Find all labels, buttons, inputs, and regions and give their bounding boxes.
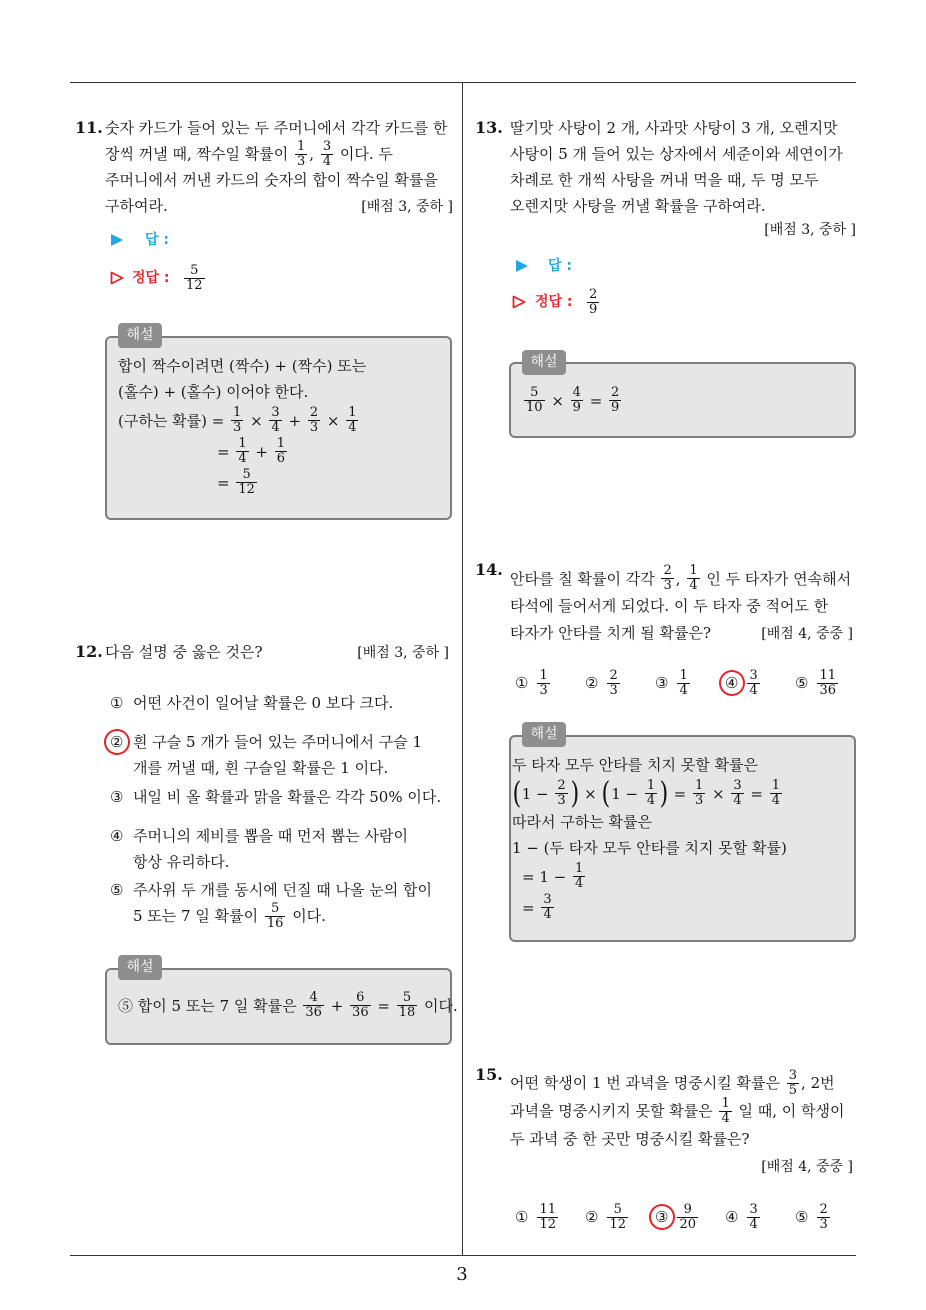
text-run: +: [283, 411, 306, 430]
choice-4[interactable]: [725, 667, 762, 699]
points-label: [배점 4, 중중 ]: [761, 625, 853, 642]
text-run: 1 − (두 타자 모두 안타를 치지 못할 확률): [512, 839, 787, 857]
text-run: =: [372, 996, 395, 1015]
fraction-denominator: 20: [679, 1216, 696, 1232]
question-text: [510, 115, 856, 219]
fraction-denominator: 3: [297, 153, 306, 169]
fraction-denominator: 4: [646, 793, 656, 808]
fraction: [541, 893, 553, 922]
correct-arrow-icon: [512, 295, 526, 309]
fraction-denominator: 3: [609, 682, 618, 698]
choice-value: [815, 669, 840, 698]
choice-2[interactable]: [585, 667, 622, 699]
points-label: [배점 3, 중하 ]: [764, 222, 856, 238]
choice-line: [133, 690, 393, 716]
fraction: [661, 564, 673, 593]
choice-1[interactable]: [515, 1201, 560, 1233]
fraction-numerator: 3: [322, 138, 332, 154]
fraction-numerator: 3: [543, 892, 552, 907]
text-run: 이다. 두: [335, 145, 393, 163]
fraction-numerator: 3: [733, 778, 742, 793]
big-parenthesis: (: [601, 775, 611, 811]
text-run: 1 −: [611, 784, 643, 803]
fraction-denominator: 4: [771, 793, 781, 808]
correct-answer-label: 정답 :: [535, 294, 573, 310]
question-line: [510, 1097, 856, 1125]
fraction: [308, 406, 320, 435]
choice-text: [133, 690, 393, 716]
question-text: [510, 1069, 856, 1153]
bottom-rule: [70, 1255, 856, 1256]
choice-number: ⑤: [795, 674, 809, 692]
text-run: 구하여라.: [105, 197, 168, 215]
fraction-numerator: 5: [190, 262, 199, 278]
text-run: , 2번: [801, 1074, 835, 1092]
fraction-denominator: 18: [398, 1005, 416, 1020]
text-run: =: [217, 473, 235, 492]
fraction-denominator: 5: [788, 1082, 798, 1098]
text-run: ×: [546, 391, 569, 410]
fraction: [295, 140, 307, 169]
fraction-numerator: 11: [539, 1201, 556, 1217]
fraction-numerator: 1: [574, 861, 584, 876]
text-run: 두 과녁 중 한 곳만 명중시킬 확률은?: [510, 1130, 750, 1148]
text-run: 타자가 안타를 치게 될 확률은?: [510, 623, 711, 642]
fraction: [184, 264, 205, 293]
question-line: [105, 138, 453, 169]
text-run: 안타를 칠 확률이 각각: [510, 569, 660, 588]
text-run: 항상 유리하다.: [133, 853, 230, 871]
answer-mark-circle: [101, 726, 133, 758]
choice-text: [133, 729, 422, 781]
question-line: [510, 592, 853, 619]
correct-answer-value: [585, 286, 601, 318]
fraction-denominator: 3: [557, 793, 566, 808]
question-line: [510, 115, 856, 141]
fraction-denominator: 4: [721, 1110, 730, 1126]
fraction-numerator: 5: [402, 990, 412, 1005]
choice-text: [133, 784, 441, 810]
text-run: (구하는 확률) =: [118, 411, 230, 430]
fraction: [346, 406, 358, 435]
fraction: [693, 779, 705, 808]
correct-answer-label: 정답 :: [132, 270, 170, 286]
fraction: [537, 669, 549, 698]
explanation-tab: 해설: [118, 323, 162, 348]
explanation-tab: 해설: [118, 955, 162, 980]
explanation-text: [118, 990, 458, 1021]
text-run: 흰 구슬 5 개가 들어 있는 주머니에서 구슬 1: [133, 733, 423, 751]
explanation-line: [512, 809, 787, 835]
text-run: ,: [675, 569, 686, 588]
explanation-line: [217, 436, 366, 467]
fraction-numerator: 2: [663, 563, 672, 578]
explanation-text: [512, 752, 787, 923]
choice-2[interactable]: [585, 1201, 630, 1233]
text-run: =: [217, 442, 235, 461]
text-run: =: [584, 391, 608, 410]
text-run: 따라서 구하는 확률은: [512, 813, 652, 831]
explanation-line: [512, 752, 787, 778]
fraction-denominator: 9: [572, 400, 581, 415]
fraction: [607, 1203, 628, 1232]
choice-value: [815, 1203, 831, 1232]
fraction-denominator: 16: [266, 915, 284, 931]
fraction: [524, 386, 545, 415]
fraction-numerator: 3: [749, 1201, 758, 1217]
text-run: 내일 비 올 확률과 맑을 확률은 각각 50% 이다.: [133, 788, 442, 806]
fraction-denominator: 3: [309, 420, 319, 435]
text-run: 다음 설명 중 옳은 것은?: [105, 643, 263, 661]
fraction-numerator: 4: [309, 990, 318, 1005]
fraction-numerator: 1: [679, 667, 688, 683]
question-number: 13.: [475, 118, 503, 137]
question-line: [510, 167, 856, 193]
fraction-numerator: 5: [613, 1201, 622, 1217]
choice-number: ②: [110, 729, 123, 755]
fraction: [677, 1203, 698, 1232]
fraction-denominator: 3: [819, 1216, 828, 1232]
fraction-denominator: 6: [276, 451, 286, 466]
question-line: [510, 1125, 856, 1153]
fraction-numerator: 1: [348, 405, 357, 420]
fraction-denominator: 36: [819, 682, 836, 698]
question-number: 15.: [475, 1065, 503, 1084]
fraction-numerator: 5: [271, 900, 280, 916]
fraction-denominator: 4: [574, 876, 584, 891]
question-text: [105, 639, 449, 665]
points-label: [배점 3, 중하 ]: [357, 645, 449, 661]
text-run: =: [668, 784, 691, 803]
text-run: ⑤ 합이 5 또는 7 일 확률은: [118, 996, 302, 1015]
choice-value: [745, 1203, 761, 1232]
choice-line: [133, 877, 432, 903]
text-run: 이다.: [419, 996, 458, 1015]
fraction: [350, 991, 371, 1020]
choice-value: [745, 669, 761, 698]
fraction: [677, 669, 689, 698]
choice-text: [133, 877, 432, 929]
question-line: [510, 141, 856, 167]
fraction: [275, 437, 287, 466]
text-run: 과녁을 명중시키지 못할 확률은: [510, 1102, 718, 1120]
choice-1[interactable]: [515, 667, 552, 699]
choice-line: [133, 784, 441, 810]
explanation-tab: 해설: [522, 350, 566, 375]
fraction: [747, 669, 759, 698]
text-run: 어떤 학생이 1 번 과녁을 명중시킬 확률은: [510, 1074, 785, 1092]
explanation-line: [118, 990, 458, 1021]
fraction-numerator: 5: [530, 385, 539, 400]
big-parenthesis: ): [659, 775, 669, 811]
fraction-numerator: 3: [749, 667, 758, 683]
fraction: [817, 1203, 829, 1232]
fraction-numerator: 9: [683, 1201, 692, 1217]
fraction: [269, 406, 281, 435]
correct-answer-value: [182, 262, 207, 294]
fraction-numerator: 1: [721, 1095, 730, 1111]
fraction: [817, 669, 838, 698]
fraction-numerator: 5: [242, 467, 251, 482]
fraction: [770, 779, 782, 808]
explanation-line: [118, 405, 366, 436]
fraction: [537, 1203, 558, 1232]
question-line: [105, 115, 453, 141]
fraction-denominator: 4: [238, 451, 247, 466]
choice-number: ②: [585, 674, 599, 692]
text-run: ×: [707, 784, 730, 803]
choice-3[interactable]: [655, 1201, 700, 1233]
text-run: ×: [579, 784, 602, 803]
text-run: 인 두 타자가 연속해서: [701, 569, 852, 588]
fraction-numerator: 2: [819, 1201, 828, 1217]
choice-value: [605, 1203, 630, 1232]
fraction-numerator: 1: [276, 436, 286, 451]
fraction: [607, 669, 619, 698]
fraction-numerator: 1: [646, 778, 656, 793]
fraction-numerator: 4: [572, 385, 581, 400]
choice-line: [133, 729, 422, 755]
question-text: [510, 565, 853, 646]
fraction-denominator: 3: [539, 682, 548, 698]
choice-number: ④: [110, 827, 124, 845]
answer-label: 답 :: [548, 258, 572, 274]
choice-number: ③: [655, 674, 669, 692]
fraction: [687, 564, 699, 593]
text-run: 사탕이 5 개 들어 있는 상자에서 세준이와 세연이가: [510, 145, 843, 163]
explanation-line: [512, 775, 787, 811]
choice-number: ⑤: [110, 881, 124, 899]
choice-number: ②: [585, 1208, 599, 1226]
question-line: [510, 565, 853, 592]
text-run: 어떤 사건이 일어날 확률은 0 보다 크다.: [133, 694, 394, 712]
choice-text: [133, 823, 408, 875]
text-run: 개를 꺼낼 때, 흰 구슬일 확률은 1 이다.: [133, 759, 389, 777]
fraction-denominator: 4: [271, 420, 280, 435]
choice-number: ⑤: [795, 1208, 809, 1226]
explanation-text: [522, 385, 623, 416]
explanation-tab: 해설: [522, 722, 566, 747]
text-run: +: [325, 996, 349, 1015]
big-parenthesis: ): [570, 775, 579, 811]
choice-5[interactable]: [795, 667, 840, 699]
answer-label: 답 :: [145, 232, 169, 248]
text-run: 합이 짝수이려면 (짝수) + (짝수) 또는: [118, 357, 367, 375]
fraction-numerator: 1: [297, 138, 306, 154]
text-run: 차례로 한 개씩 사탕을 꺼내 먹을 때, 두 명 모두: [510, 171, 819, 189]
question-line: [105, 167, 453, 193]
fraction-denominator: 4: [679, 682, 688, 698]
fraction: [731, 779, 743, 808]
fraction-numerator: 1: [238, 436, 247, 451]
fraction-denominator: 12: [238, 482, 255, 497]
fraction-denominator: 3: [233, 420, 242, 435]
fraction: [303, 991, 324, 1020]
fraction-denominator: 4: [348, 420, 357, 435]
answer-mark-circle: [716, 667, 748, 699]
fraction-denominator: 4: [322, 153, 332, 169]
text-run: = 1 −: [522, 867, 571, 886]
choice-number: ③: [110, 788, 124, 806]
explanation-line: [512, 835, 787, 861]
choice-number: ①: [110, 694, 124, 712]
fraction-numerator: 2: [611, 385, 620, 400]
page-number: 3: [456, 1264, 468, 1285]
choice-number: ④: [725, 673, 738, 693]
answer-input[interactable]: [588, 256, 788, 276]
answer-mark-circle: [646, 1201, 678, 1233]
fraction: [587, 288, 599, 317]
choice-value: [675, 1203, 700, 1232]
column-divider: [462, 82, 463, 1255]
choice-value: [535, 669, 551, 698]
explanation-line: [522, 892, 787, 923]
choice-line: [133, 849, 408, 875]
fraction: [747, 1203, 759, 1232]
text-run: =: [522, 898, 540, 917]
text-run: 이다.: [287, 907, 326, 925]
fraction-numerator: 1: [689, 563, 698, 578]
text-run: 숫자 카드가 들어 있는 두 주머니에서 각각 카드를 한: [105, 119, 448, 137]
choice-number: ③: [655, 1207, 668, 1227]
question-number: 14.: [475, 560, 503, 579]
explanation-line: [118, 353, 366, 379]
fraction: [573, 862, 585, 891]
text-run: 1 −: [521, 784, 554, 803]
fraction-denominator: 9: [589, 301, 598, 317]
text-run: ×: [322, 411, 345, 430]
explanation-line: [217, 467, 366, 498]
fraction: [231, 406, 243, 435]
choice-3[interactable]: [655, 667, 692, 699]
text-run: ×: [245, 411, 268, 430]
fraction-denominator: 3: [694, 793, 704, 808]
text-run: 주머니의 제비를 뽑을 때 먼저 뽑는 사람이: [133, 827, 408, 845]
correct-arrow-icon: [110, 271, 124, 285]
choice-line: [133, 755, 422, 781]
text-run: 타석에 들어서게 되었다. 이 두 타자 중 적어도 한: [510, 596, 829, 615]
question-line: [510, 619, 853, 646]
fraction-numerator: 1: [539, 667, 548, 683]
fraction-numerator: 6: [356, 990, 365, 1005]
fraction-denominator: 4: [543, 907, 552, 922]
fraction: [645, 779, 657, 808]
answer-arrow-icon: [110, 233, 124, 247]
choice-5[interactable]: [795, 1201, 832, 1233]
fraction: [571, 386, 583, 415]
question-line: [105, 639, 449, 665]
text-run: 주머니에서 꺼낸 카드의 숫자의 합이 짝수일 확률을: [105, 171, 438, 189]
fraction: [236, 437, 248, 466]
fraction-denominator: 12: [609, 1216, 626, 1232]
fraction-denominator: 4: [749, 1216, 758, 1232]
fraction: [321, 140, 333, 169]
explanation-line: [522, 861, 787, 892]
fraction: [609, 386, 621, 415]
points-label: [배점 3, 중하 ]: [361, 199, 453, 215]
fraction: [236, 468, 257, 497]
question-number: 11.: [75, 118, 103, 137]
choice-value: [535, 1203, 560, 1232]
fraction-numerator: 1: [771, 778, 781, 793]
fraction: [719, 1097, 731, 1126]
text-run: ,: [309, 145, 319, 163]
question-text: [105, 115, 453, 219]
fraction-numerator: 1: [233, 405, 242, 420]
fraction-denominator: 4: [733, 793, 742, 808]
fraction-numerator: 1: [694, 778, 704, 793]
fraction: [397, 991, 418, 1020]
text-run: 오렌지맛 사탕을 꺼낼 확률을 구하여라.: [510, 197, 766, 215]
fraction-denominator: 3: [663, 578, 672, 593]
text-run: 두 타자 모두 안타를 치지 못할 확률은: [512, 756, 758, 774]
points-label: [배점 4, 중중 ]: [761, 1159, 853, 1175]
answer-arrow-icon: [515, 259, 529, 273]
fraction-numerator: 2: [557, 778, 566, 793]
answer-input[interactable]: [185, 230, 385, 250]
text-run: =: [745, 784, 768, 803]
big-parenthesis: (: [512, 775, 522, 811]
fraction-numerator: 3: [788, 1067, 798, 1083]
fraction-numerator: 2: [589, 286, 598, 302]
fraction-denominator: 12: [186, 277, 203, 293]
fraction-denominator: 12: [539, 1216, 556, 1232]
choice-number: ①: [515, 674, 529, 692]
fraction: [787, 1069, 799, 1098]
question-line: [510, 1069, 856, 1097]
text-run: 장씩 꺼낼 때, 짝수일 확률이: [105, 145, 293, 163]
text-run: 일 때, 이 학생이: [733, 1102, 845, 1120]
fraction: [265, 902, 286, 931]
choice-value: [605, 669, 621, 698]
fraction-denominator: 4: [749, 682, 758, 698]
question-line: [510, 193, 856, 219]
fraction: [555, 779, 567, 808]
text-run: 5 또는 7 일 확률이: [133, 907, 263, 925]
explanation-line: [118, 379, 366, 405]
fraction-denominator: 36: [305, 1005, 322, 1020]
choice-4[interactable]: [725, 1201, 762, 1233]
fraction-numerator: 2: [609, 667, 618, 683]
text-run: 딸기맛 사탕이 2 개, 사과맛 사탕이 3 개, 오렌지맛: [510, 119, 838, 137]
choice-number: ①: [515, 1208, 529, 1226]
fraction-denominator: 36: [352, 1005, 369, 1020]
choice-line: [133, 900, 432, 931]
fraction-numerator: 2: [309, 405, 319, 420]
fraction-denominator: 4: [689, 578, 698, 593]
fraction-numerator: 3: [271, 405, 280, 420]
fraction-numerator: 11: [819, 667, 836, 683]
choice-value: [675, 669, 691, 698]
fraction-denominator: 9: [611, 400, 620, 415]
explanation-text: [118, 353, 366, 498]
question-number: 12.: [75, 642, 103, 661]
text-run: 주사위 두 개를 동시에 던질 때 나올 눈의 합이: [133, 881, 432, 899]
choice-number: ④: [725, 1208, 739, 1226]
text-run: +: [250, 442, 273, 461]
explanation-line: [522, 385, 623, 416]
text-run: (홀수) + (홀수) 이어야 한다.: [118, 383, 309, 401]
choice-line: [133, 823, 408, 849]
top-rule: [70, 82, 856, 83]
question-line: [105, 193, 453, 219]
fraction-denominator: 10: [526, 400, 543, 415]
